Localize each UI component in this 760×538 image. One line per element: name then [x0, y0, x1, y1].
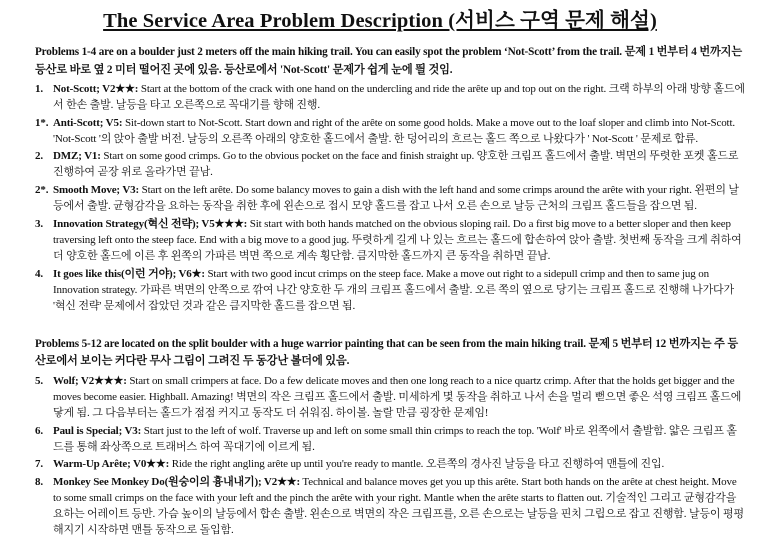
problem-name: Smooth Move; V3:	[53, 184, 139, 197]
page-title: The Service Area Problem Description (서비스 구역 문제 해설)	[103, 10, 657, 32]
problem-name: Anti-Scott; V5:	[53, 116, 123, 129]
problem-number: 8.	[35, 475, 43, 488]
problem-description: Sit-down start to Not-Scott. Start down and right of the arête on some good holds. Make a move out to the loaf sloper and climb into Not-Scott. 'Not-Scott '의 앉아 출발 버전. 날등의 오른쪽 아래의 양호한 홀드에서 출발. 한 덩어리의 흐르는 홀드 쪽으로 나왔다가 ' Not-Scott ' 문제로 합류.	[53, 116, 735, 145]
problem-item	[35, 266, 747, 314]
problem-number: 5.	[35, 374, 43, 387]
problem-number: 2.	[35, 150, 43, 163]
problem-name: Innovation Strategy(혁신 전략); V5★★★:	[53, 217, 248, 230]
problem-name: DMZ; V1:	[53, 150, 101, 163]
problem-item	[35, 216, 747, 264]
problem-description: Sit start with both hands matched on the obvious sloping rail. Do a first big move to a better sloper and then keep traversing left onto the steep face. End with a big move to a good jug. 뚜렷하게 길게 나 있는 흐르는 홀드에 합손하여 앉아 출발. 첫번째 동작을 크게 취하여 더 양호한 홀드에 이른 후 왼쪽의 가파른 벽면 쪽으로 계속 횡단함. 큼지막한 홀드까지 큰 동작을 취하면 끝남.	[53, 217, 742, 262]
problem-name: Monkey See Monkey Do(원숭이의 흉내내기); V2★★:	[53, 475, 301, 488]
problem-name: Wolf; V2★★★:	[53, 374, 127, 387]
problem-number: 3.	[35, 217, 43, 230]
problem-name: Not-Scott; V2★★:	[53, 83, 139, 95]
problem-list-1	[35, 81, 747, 314]
document-body	[35, 44, 747, 538]
problem-number: 1.	[35, 83, 43, 95]
problem-item	[35, 456, 747, 472]
problem-name: Paul is Special; V3:	[53, 424, 142, 437]
problem-description: Start at the bottom of the crack with one hand on the undercling and ride the arête up and top out on the right. 크랙 하부의 아래 방향 홀드에서 한손 출발. 날등을 타고 오른쪽으로 꼭대기를 향해 진행.	[53, 83, 745, 112]
problem-name: Warm-Up Arête; V0★★:	[53, 458, 170, 471]
problem-item	[35, 115, 747, 147]
problem-description: Start on small crimpers at face. Do a few delicate moves and then one long reach to a nice quartz crimp. After that the holds get bigger and the moves become easier. Highball. Amazing! 벽면의 작은 크림프 홀드에서 출발. 미세하게 몇 동작을 취하고 나서 손을 멀리 뻗으면 좋은 석영 크림프 홀드에 닿게 됨. 그 다음부터는 홀드가 점점 커지고 동작도 더 쉬워짐. 하이볼. 놀랄 만큼 굉장한 문제임!	[53, 374, 742, 419]
problem-item	[35, 81, 747, 113]
problem-list-2	[35, 373, 747, 538]
problem-description: Ride the right angling arête up until you're ready to mantle. 오른쪽의 경사진 날등을 타고 진행하여 맨틀에 진입.	[169, 458, 665, 471]
problem-number: 2*.	[35, 184, 49, 197]
problem-item	[35, 182, 747, 214]
problem-number: 6.	[35, 424, 43, 437]
problem-item	[35, 148, 747, 180]
problem-item	[35, 373, 747, 421]
problem-description: Start just to the left of wolf. Traverse up and left on some small thin crimps to reach the top. 'Wolf' 바로 왼쪽에서 출발함. 얇은 크림프 홀드를 통해 좌상쪽으로 트래버스 하여 꼭대기에 이르게 됨.	[53, 424, 737, 453]
problem-item	[35, 423, 747, 455]
problem-description: Start on some good crimps. Go to the obvious pocket on the face and finish straight up. 양호한 크림프 홀드에서 출발. 벽면의 뚜렷한 포켓 홀드로 진행하여 곧장 위로 올라가면 끝남.	[53, 150, 739, 179]
problem-description: Start with two good incut crimps on the steep face. Make a move out right to a sidepull crimp and then to same jug on Innovation strategy. 가파른 벽면의 안쪽으로 깎여 나간 양호한 두 개의 크림프 홀드에서 출발. 오른 쪽의 옆으로 당기는 크림프 홀드로 진행해 나가다가 '혁신 전략' 문제에서 잡았던 것과 같은 큼지막한 홀드를 잡으면 됨.	[53, 267, 735, 312]
problem-description: Start on the left arête. Do some balancy moves to gain a dish with the left hand and some crimps around the arête with your right. 왼편의 날등에서 출발. 균형감각을 요하는 동작을 취한 후에 왼손으로 접시 모양 홀드를 잡고 나서 오른 손으로 날등 근처의 크림프 홀드들을 잡으면 됨.	[53, 184, 739, 213]
problem-number: 1*.	[35, 116, 49, 129]
problem-item	[35, 474, 747, 538]
section-intro-1: Problems 1-4 are on a boulder just 2 meters off the main hiking trail. You can easily spot the problem ‘Not-Scott’ from the trail. 문제 1 번부터 4 번까지는 등산로 바로 옆 2 미터 떨어진 곳에 있음. 등산로에서 'Not-Scott' 문제가 쉽게 눈에 띌 것임.	[35, 46, 742, 76]
problem-number: 4.	[35, 267, 43, 280]
problem-number: 7.	[35, 458, 43, 471]
problem-description: Technical and balance moves get you up this arête. Start both hands on the arête at chest height. Move to some small crimps on the face with your left and the pinch the arête with your right. Mantle when the arête starts to flatten out. 기술적인 그리고 균형감각을 요하는 어레이트 등반. 가슴 높이의 날등에서 합손 출발. 왼손으로 벽면의 작은 크림프를, 오른 손으로는 날등을 핀치 그립으로 잡고 진행함. 날등이 평평해지기 시작하면 맨틀 동작으로 돌입함.	[53, 475, 744, 537]
section-intro-2: Problems 5-12 are located on the split boulder with a huge warrior painting that can be seen from the main hiking trail. 문제 5 번부터 12 번까지는 주 등산로에서 보이는 커다란 무사 그림이 그려진 두 동강난 볼더에 있음.	[35, 337, 739, 368]
problem-name: It goes like this(이런 거야); V6★:	[53, 267, 205, 280]
